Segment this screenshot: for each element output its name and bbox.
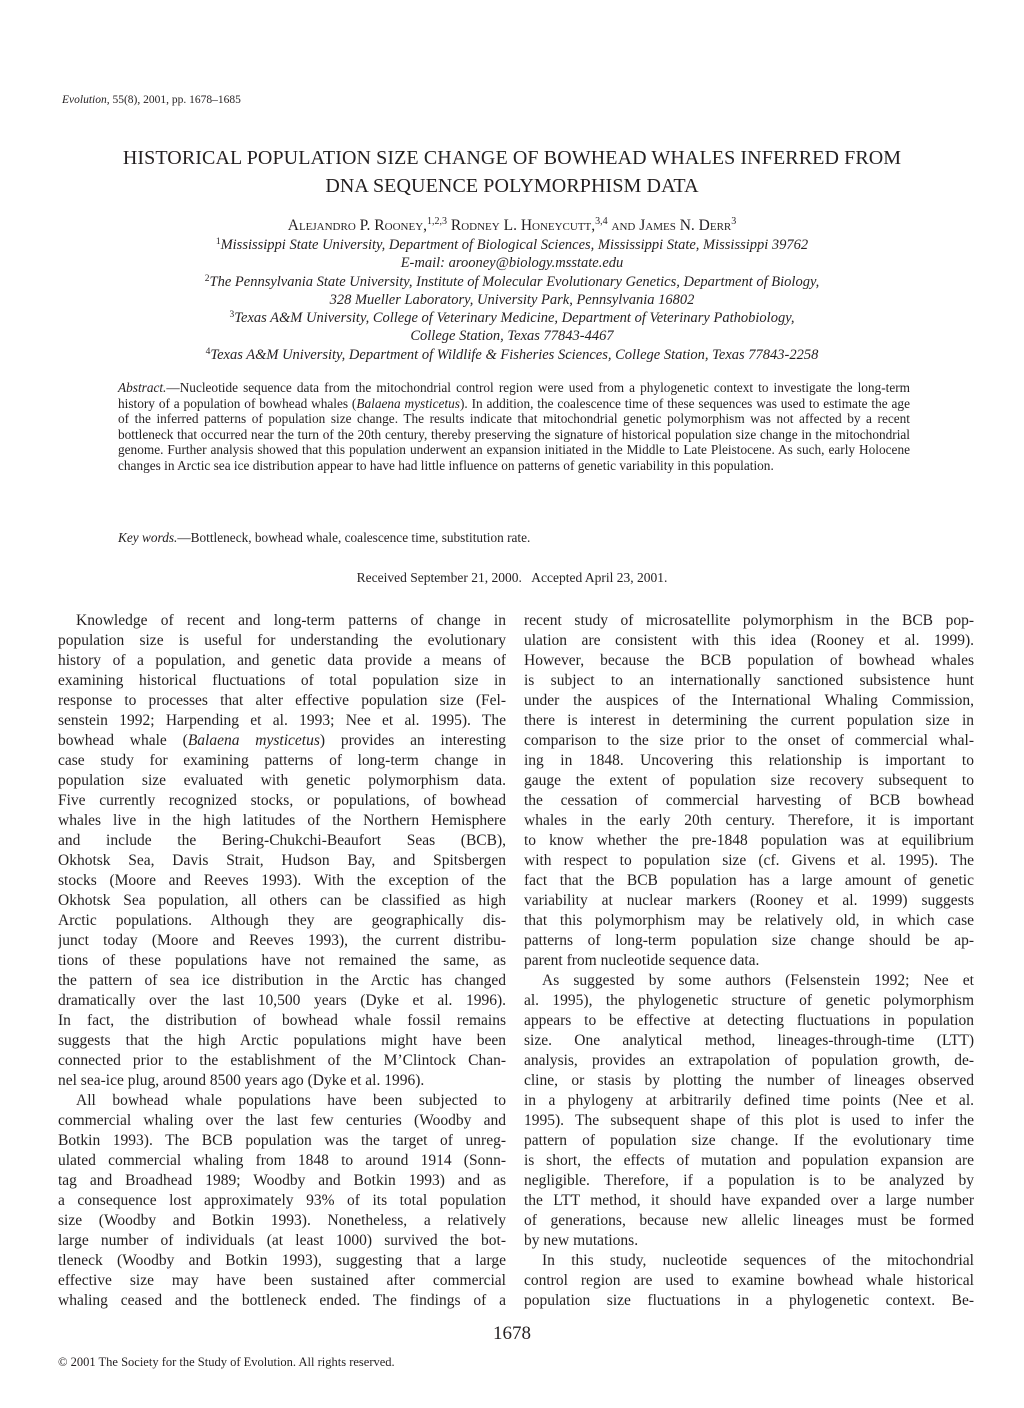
affiliation-line — [60, 346, 964, 364]
author-affiliation-marks: 1,2,3 — [427, 216, 448, 227]
body-text-line: gauge the extent of population size recovery subsequent to — [524, 772, 974, 789]
body-text-line: tions of these populations have not remained the same, as — [58, 952, 506, 969]
body-text-line: there is interest in determining the current population size in — [524, 712, 974, 729]
title-line-2: DNA SEQUENCE POLYMORPHISM DATA — [325, 175, 699, 197]
affiliation-text: The Pennsylvania State University, Institute of Molecular Evolutionary Genetics, Department of Biology, — [209, 273, 820, 290]
affiliation-line — [60, 309, 964, 327]
body-text-line: that this polymorphism may be relatively old, in which case — [524, 912, 974, 929]
body-text-line: history of a population, and genetic data provide a means of — [58, 652, 506, 669]
body-text-line: control region are used to examine bowhead whale historical — [524, 1272, 974, 1289]
abstract-text: —Nucleotide sequence data from the mitochondrial control region were used from a phylogenetic context to investigate the long-term history of a population of bowhead whales ( — [118, 380, 910, 411]
body-text-line: analysis, provides an extrapolation of population growth, de- — [524, 1052, 974, 1069]
body-text-line: parent from nucleotide sequence data. — [524, 952, 760, 969]
body-text-line: nel sea-ice plug, around 8500 years ago (Dyke et al. 1996). — [58, 1072, 425, 1089]
body-text-line: appears to be effective at detecting fluctuations in population — [524, 1012, 974, 1029]
text-run: ) provides an interesting — [319, 732, 506, 749]
body-text-line: Okhotsk Sea population, all others can be classified as high — [58, 892, 506, 909]
body-column-right — [524, 611, 974, 1311]
body-text-line: under the auspices of the International Whaling Commission, — [524, 692, 974, 709]
body-text-line: size (Woodby and Botkin 1993). Nonetheless, a relatively — [58, 1212, 506, 1229]
body-text-line: whales in the early 20th century. Therefore, it is important — [524, 812, 974, 829]
body-text-line: response to processes that alter effective population size (Fel- — [58, 692, 506, 709]
body-text-line — [58, 731, 506, 751]
affiliations — [60, 236, 964, 364]
body-text-line: pattern of population size change. If the evolutionary time — [524, 1132, 974, 1149]
body-text-line: junct today (Moore and Reeves 1993), the current distribu- — [58, 932, 506, 949]
body-text-line: In this study, nucleotide sequences of the mitochondrial — [542, 1252, 974, 1269]
abstract — [118, 380, 910, 474]
journal-volume-pages: 55(8), 2001, pp. 1678–1685 — [109, 94, 241, 106]
body-text-line: to know whether the pre-1848 population was at equilibrium — [524, 832, 974, 849]
body-text-line: population size is useful for understanding the evolutionary — [58, 632, 506, 649]
author-affiliation-marks: 3,4 — [595, 216, 608, 227]
page-number: 1678 — [493, 1323, 531, 1344]
body-text-line: case study for examining patterns of long-term change in — [58, 752, 506, 769]
body-text-line: large number of individuals (at least 1000) survived the bot- — [58, 1232, 506, 1249]
affiliation-line — [60, 273, 964, 291]
body-text-line: ulated commercial whaling from 1848 to around 1914 (Sonn- — [58, 1152, 506, 1169]
title-line-1: HISTORICAL POPULATION SIZE CHANGE OF BOWHEAD WHALES INFERRED FROM — [122, 147, 902, 169]
body-text-line: tag and Broadhead 1989; Woodby and Botkin 1993) and as — [58, 1172, 506, 1189]
body-text-line: commercial whaling over the last few centuries (Woodby and — [58, 1112, 506, 1129]
author-list — [60, 216, 964, 235]
body-text-line: is subject to an internationally sanctioned subsistence hunt — [524, 672, 974, 689]
body-text-line: ulation are consistent with this idea (Rooney et al. 1999). — [524, 632, 974, 649]
affiliation-text: 328 Mueller Laboratory, University Park, Pennsylvania 16802 — [329, 291, 695, 308]
abstract-label: Abstract. — [118, 380, 167, 395]
affiliation-mark: 3 — [229, 310, 235, 321]
author-name: Rodney L. Honeycutt, — [447, 217, 596, 234]
body-text-line: the LTT method, it should have expanded over a large number — [524, 1192, 974, 1209]
journal-citation — [62, 94, 241, 106]
keywords — [118, 530, 910, 546]
affiliation-text: Mississippi State University, Department of Biological Sciences, Mississippi State, Mississippi 39762 — [220, 237, 809, 253]
body-text-line: recent study of microsatellite polymorphism in the BCB pop- — [524, 612, 974, 629]
body-text-line: fact that the BCB population has a large amount of genetic — [524, 872, 974, 889]
body-text-line: with respect to population size (cf. Givens et al. 1995). The — [524, 852, 974, 869]
body-text-line: tleneck (Woodby and Botkin 1993), suggesting that a large — [58, 1252, 506, 1269]
abstract-text: ). In addition, the coalescence time of these sequences was used to estimate the age of the inferred patterns of population size change. The results indicate that mitochondrial genetic polymorphism was not affected by a recent bottleneck that occurred near the turn of the 20th century, thereby preserving the signature of historical population size change in the mitochondrial genome. Further analysis showed that this population underwent an expansion initiated in the Middle to Late Pleistocene. As such, early Holocene changes in Arctic sea ice distribution appear to have had little influence on patterns of genetic variability in this population. — [118, 395, 910, 473]
body-text-line: As suggested by some authors (Felsenstein 1992; Nee et — [542, 972, 974, 989]
body-text-line: examining historical fluctuations of total population size in — [58, 672, 506, 689]
body-text-line: effective size may have been sustained after commercial — [58, 1272, 506, 1289]
author-affiliation-marks: 3 — [731, 216, 737, 227]
body-text-line: comparison to the size prior to the onset of commercial whal- — [524, 732, 974, 749]
body-text-line: size. One analytical method, lineages-through-time (LTT) — [524, 1032, 974, 1049]
author-name: and James N. Derr — [607, 217, 732, 234]
body-text-line: Okhotsk Sea, Davis Strait, Hudson Bay, and Spitsbergen — [58, 852, 506, 869]
body-text-line: senstein 1992; Harpending et al. 1993; Nee et al. 1995). The — [58, 712, 506, 729]
affiliation-text: Texas A&M University, College of Veterinary Medicine, Department of Veterinary Pathobiology, — [234, 310, 795, 327]
affiliation-mark: 4 — [205, 346, 211, 357]
affiliation-mark: 1 — [215, 237, 221, 247]
journal-name: Evolution, — [62, 94, 110, 106]
body-text-line: dramatically over the last 10,500 years (Dyke et al. 1996). — [58, 992, 506, 1009]
keywords-text: —Bottleneck, bowhead whale, coalescence time, substitution rate. — [177, 530, 531, 545]
body-text-line: ing in 1848. Uncovering this relationship is important to — [524, 752, 974, 769]
affiliation-mark: 2 — [204, 273, 210, 284]
species-name: Balaena mysticetus — [187, 732, 320, 749]
keywords-label: Key words. — [118, 530, 178, 545]
body-text-line: cline, or stasis by plotting the number of lineages observed — [524, 1072, 974, 1089]
body-text-line: patterns of long-term population size change should be ap- — [524, 932, 974, 949]
body-text-line: the pattern of sea ice distribution in the Arctic has changed — [58, 972, 506, 989]
body-text-line: a consequence lost approximately 93% of its total population — [58, 1192, 506, 1209]
copyright-notice: © 2001 The Society for the Study of Evolution. All rights reserved. — [58, 1355, 395, 1369]
affiliation-text: Texas A&M University, Department of Wildlife & Fisheries Sciences, College Station, Texas 77843-2258 — [210, 346, 819, 363]
author-name: Alejandro P. Rooney, — [287, 217, 428, 234]
affiliation-text: College Station, Texas 77843-4467 — [410, 328, 614, 345]
affiliation-line — [60, 327, 964, 345]
paper-title — [40, 144, 984, 200]
affiliation-line — [60, 236, 964, 254]
body-text-line: 1995). The subsequent shape of this plot is used to infer the — [524, 1112, 974, 1129]
body-text-line: However, because the BCB population of bowhead whales — [524, 652, 974, 669]
body-text-line: Botkin 1993). The BCB population was the target of unreg- — [58, 1132, 506, 1149]
body-text-line: negligible. Therefore, if a population is to be analyzed by — [524, 1172, 974, 1189]
body-text-line: Arctic populations. Although they are geographically dis- — [58, 912, 506, 929]
body-text-line: whales live in the high latitudes of the Northern Hemisphere — [58, 812, 506, 829]
received-accepted-dates: Received September 21, 2000. Accepted April 23, 2001. — [356, 570, 668, 585]
body-text-line: suggests that the high Arctic populations might have been — [58, 1032, 506, 1049]
body-text-line: the cessation of commercial harvesting of BCB bowhead — [524, 792, 974, 809]
author-email[interactable]: E-mail: arooney@biology.msstate.edu — [400, 255, 624, 272]
body-text-line: Knowledge of recent and long-term patterns of change in — [76, 612, 506, 629]
body-column-left — [58, 611, 506, 1311]
body-text-line: and include the Bering-Chukchi-Beaufort Seas (BCB), — [58, 832, 506, 849]
body-text-line: variability at nuclear markers (Rooney et al. 1999) suggests — [524, 892, 974, 909]
body-text-line: al. 1995), the phylogenetic structure of genetic polymorphism — [524, 992, 974, 1009]
body-text-line: by new mutations. — [524, 1232, 639, 1249]
affiliation-line — [60, 291, 964, 309]
body-text-line: In fact, the distribution of bowhead whale fossil remains — [58, 1012, 506, 1029]
text-run: bowhead whale ( — [58, 732, 188, 749]
body-text-line: population size fluctuations in a phylogenetic context. Be- — [524, 1292, 974, 1309]
species-name: Balaena mysticetus — [356, 395, 460, 411]
body-text-line: All bowhead whale populations have been subjected to — [76, 1092, 506, 1109]
body-text-line: is short, the effects of mutation and population expansion are — [524, 1152, 974, 1169]
body-text-line: whaling ceased and the bottleneck ended. The findings of a — [58, 1292, 506, 1309]
body-text-line: Five currently recognized stocks, or populations, of bowhead — [58, 792, 506, 809]
body-text-line: of generations, because new allelic lineages must be formed — [524, 1212, 974, 1229]
body-text-line: stocks (Moore and Reeves 1993). With the exception of the — [58, 872, 506, 889]
affiliation-email-line — [60, 254, 964, 272]
body-text-line: connected prior to the establishment of the M’Clintock Chan- — [58, 1052, 506, 1069]
body-text-line: population size evaluated with genetic polymorphism data. — [58, 772, 506, 789]
body-text-line: in a phylogeny at arbitrarily defined time points (Nee et al. — [524, 1092, 974, 1109]
